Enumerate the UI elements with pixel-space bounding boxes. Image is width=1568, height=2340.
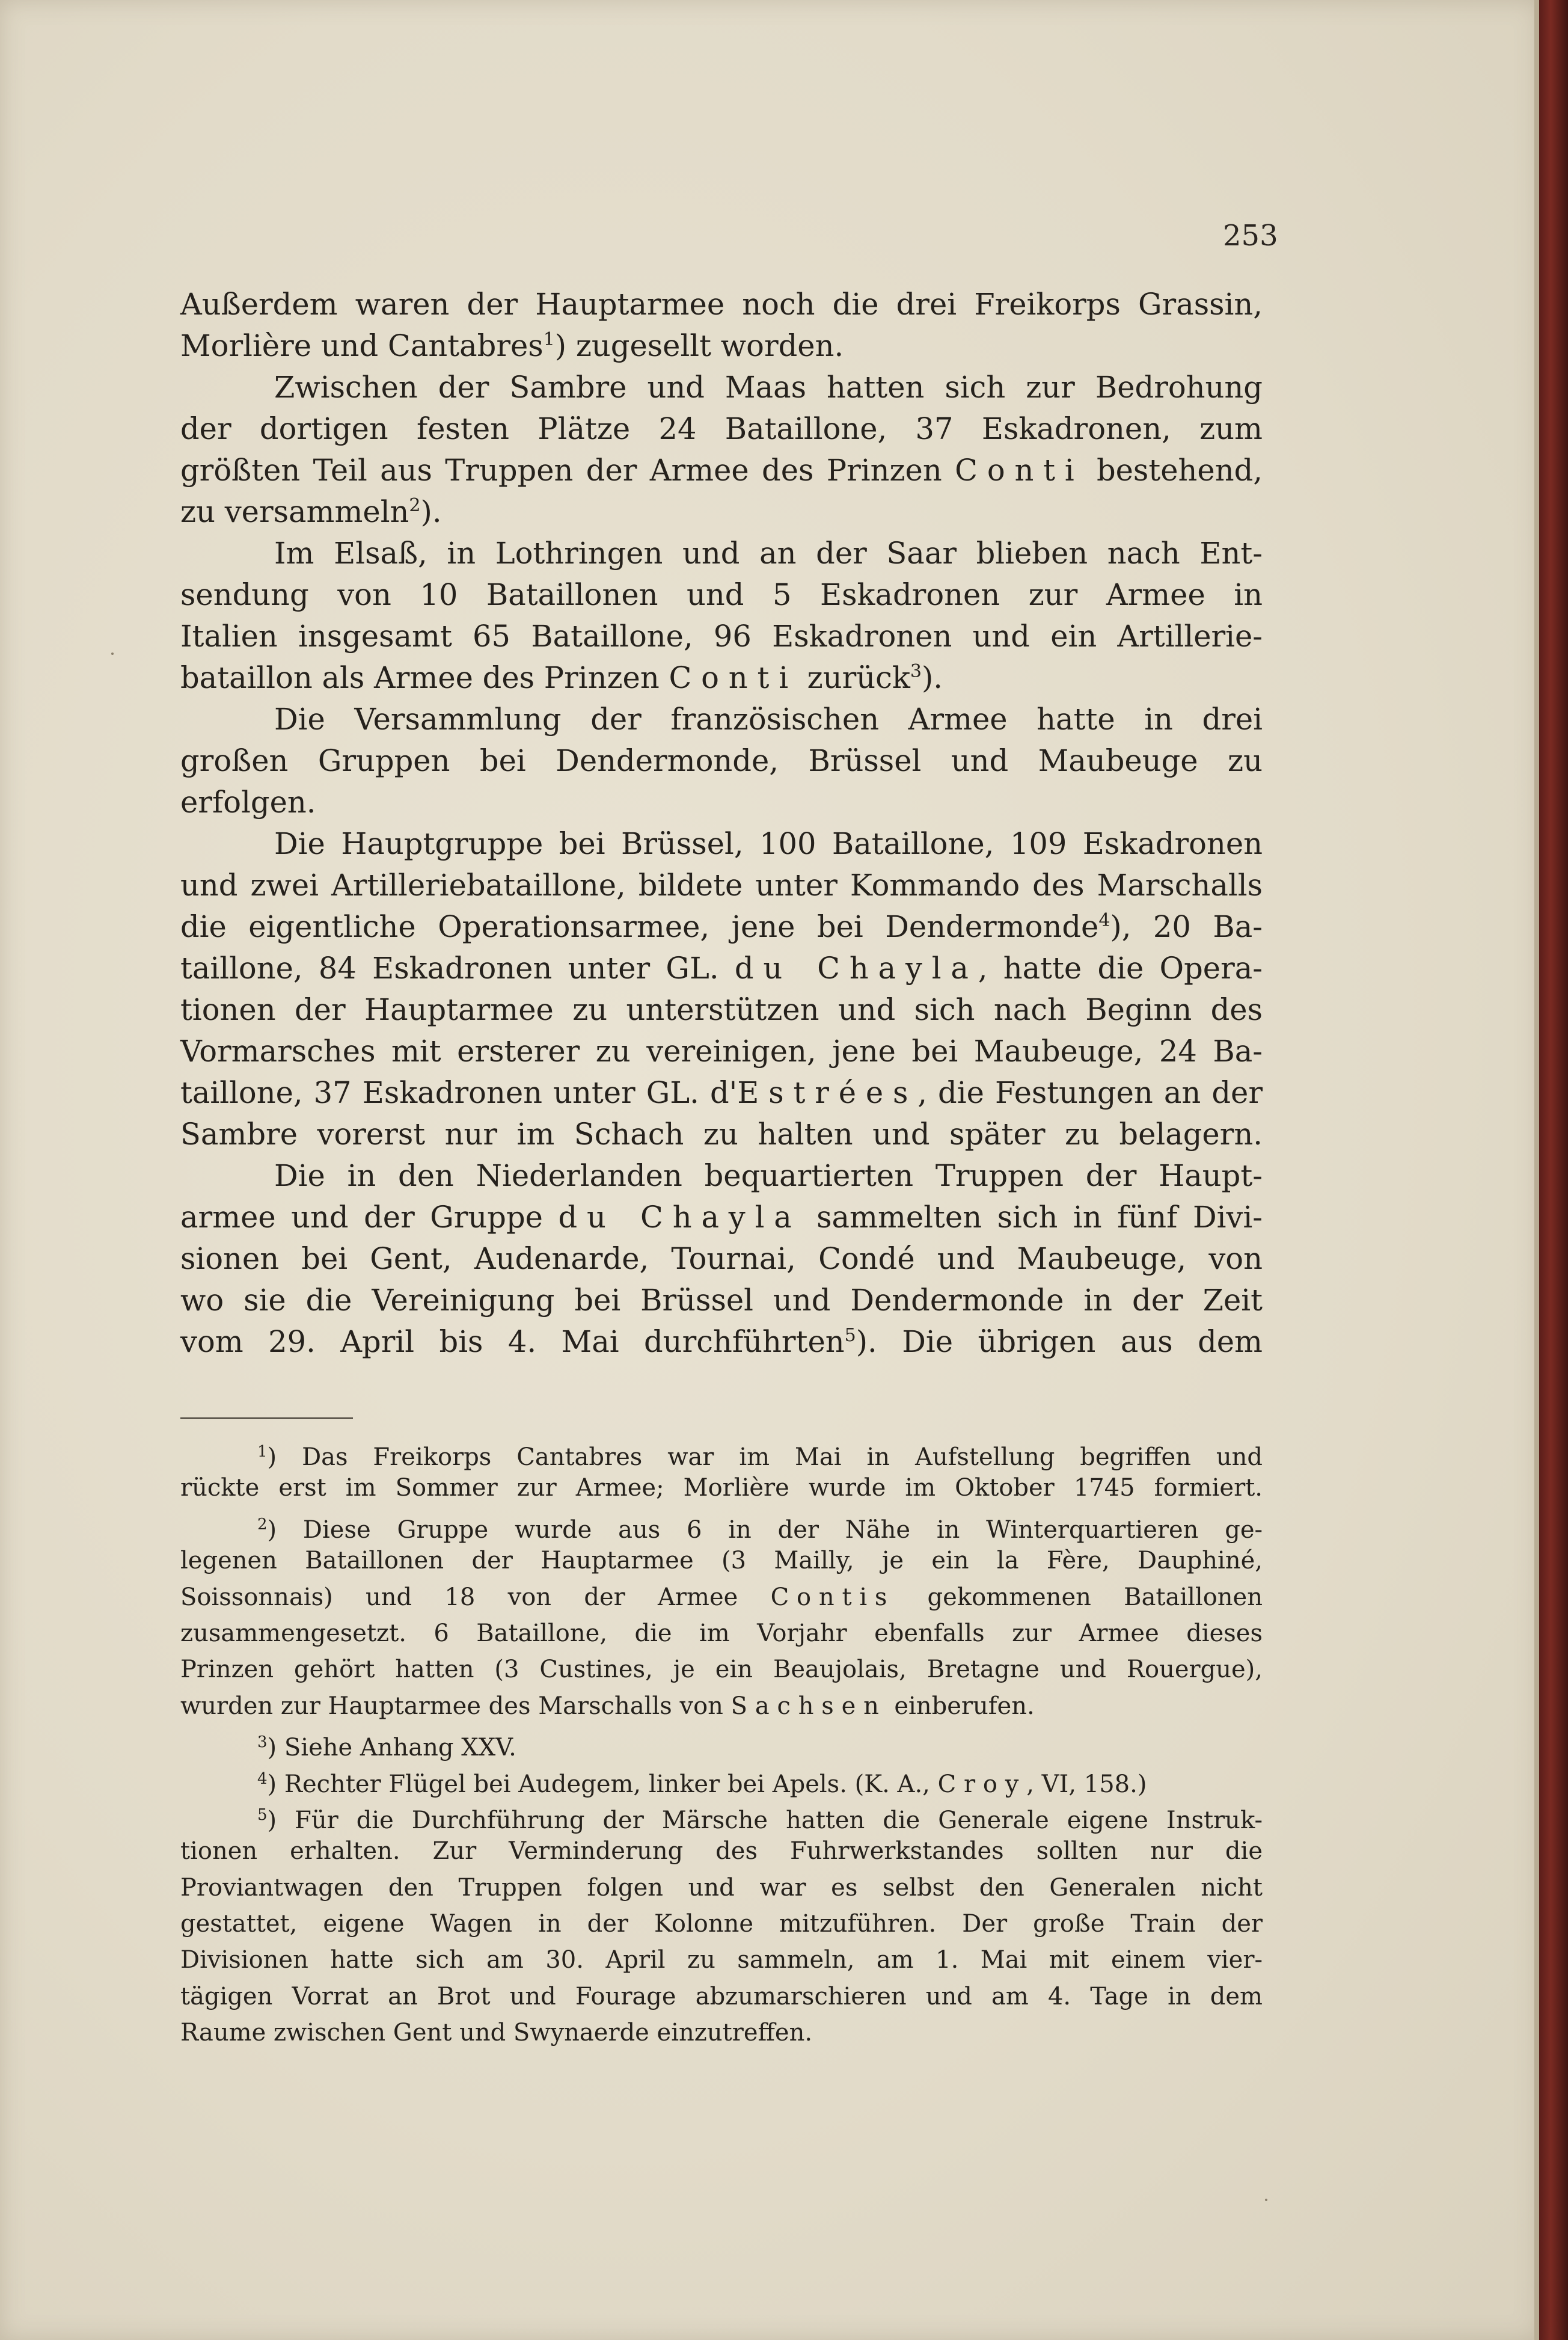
text-line: taillone, 37 Eskadronen unter GL. d'Estrées, die Festungen an der [180,1075,1263,1110]
text-line: Im Elsaß, in Lothringen und an der Saar blieben nach Ent- [274,536,1263,571]
text-line: großen Gruppen bei Dendermonde, Brüssel und Maubeuge zu [180,743,1263,778]
text-line: wo sie die Vereinigung bei Brüssel und Dendermonde in der Zeit [180,1283,1263,1318]
text-line: erfolgen. [180,785,316,820]
text-line: sendung von 10 Bataillonen und 5 Eskadronen zur Armee in [180,577,1263,612]
footnote-line: Soissonnais) und 18 von der Armee Contis gekommenen Bataillonen [180,1583,1263,1611]
footnote-line: legenen Bataillonen der Hauptarmee (3 Mailly, je ein la Fère, Dauphiné, [180,1547,1263,1575]
text-line: Italien insgesamt 65 Bataillone, 96 Eskadronen und ein Artillerie- [180,619,1263,654]
text-line: Die Hauptgruppe bei Brüssel, 100 Bataillone, 109 Eskadronen [274,826,1263,861]
text-line: Außerdem waren der Hauptarmee noch die drei Freikorps Grassin, [180,287,1263,322]
footnote-divider [180,1417,353,1419]
paper-speck [1265,2199,1267,2201]
footnote-line: rückte erst im Sommer zur Armee; Morlière wurde im Oktober 1745 formiert. [180,1474,1263,1502]
footnote-line: Proviantwagen den Truppen folgen und war es selbst den Generalen nicht [180,1873,1263,1902]
footnote-line: $^3$) Siehe Anhang XXV. [257,1733,516,1762]
footnote-line: tionen erhalten. Zur Verminderung des Fuhrwerkstandes sollten nur die [180,1837,1263,1866]
footnote-line: wurden zur Hauptarmee des Marschalls von Sachsen einberufen. [180,1692,1035,1720]
text-line: tionen der Hauptarmee zu unterstützen und sich nach Beginn des [180,992,1263,1027]
text-line: Die Versammlung der französischen Armee hatte in drei [274,702,1263,737]
text-line: und zwei Artilleriebataillone, bildete unter Kommando des Marschalls [180,868,1263,903]
paper-speck [111,653,114,655]
footnote-line: Prinzen gehört hatten (3 Custines, je ein Beaujolais, Bretagne und Rouergue), [180,1656,1263,1684]
footnote-line: gestattet, eigene Wagen in der Kolonne mitzuführen. Der große Train der [180,1910,1263,1938]
text-line: größten Teil aus Truppen der Armee des Prinzen Conti bestehend, [180,453,1263,488]
text-line: vom 29. April bis 4. Mai durchführten$^5$). Die übrigen aus dem [180,1324,1263,1359]
text-line: taillone, 84 Eskadronen unter GL. du Chayla, hatte die Opera- [180,951,1263,986]
text-line: zu versammeln$^2$). [180,494,442,529]
text-line: Die in den Niederlanden bequartierten Truppen der Haupt- [274,1158,1263,1193]
footnote-line: Divisionen hatte sich am 30. April zu sammeln, am 1. Mai mit einem vier- [180,1946,1263,1974]
footnote-line: zusammengesetzt. 6 Bataillone, die im Vorjahr ebenfalls zur Armee dieses [180,1619,1263,1647]
text-line: die eigentliche Operationsarmee, jene bei Dendermonde$^4$), 20 Ba- [180,909,1263,944]
page-edge [1534,0,1539,2340]
footnote-line: $^4$) Rechter Flügel bei Audegem, linker bei Apels. (K. A., Croy, VI, 158.) [257,1769,1147,1798]
text-line: Zwischen der Sambre und Maas hatten sich zur Bedrohung [274,370,1263,405]
text-line: armee und der Gruppe du Chayla sammelten sich in fünf Divi- [180,1200,1263,1235]
text-line: Vormarsches mit ersterer zu vereinigen, jene bei Maubeuge, 24 Ba- [180,1034,1263,1069]
body-text [180,284,1263,1363]
text-line: sionen bei Gent, Audenarde, Tournai, Condé und Maubeuge, von [180,1241,1263,1276]
footnote-line: tägigen Vorrat an Brot und Fourage abzumarschieren und am 4. Tage in dem [180,1982,1263,2010]
book-spine [1539,0,1568,2340]
text-line: Morlière und Cantabres$^1$) zugesellt worden. [180,328,844,363]
footnote-line: $^2$) Diese Gruppe wurde aus 6 in der Nähe in Winterquartieren ge- [257,1515,1263,1544]
text-line: bataillon als Armee des Prinzen Conti zurück$^3$). [180,660,943,695]
footnote-line: $^5$) Für die Durchführung der Märsche hatten die Generale eigene Instruk- [257,1805,1263,1834]
page-number: 253 [1223,219,1278,253]
footnote-line: $^1$) Das Freikorps Cantabres war im Mai in Aufstellung begriffen und [257,1443,1263,1471]
footnote-line: Raume zwischen Gent und Swynaerde einzutreffen. [180,2019,813,2047]
footnotes [180,1434,1263,2051]
text-line: Sambre vorerst nur im Schach zu halten und später zu belagern. [180,1117,1263,1152]
text-line: der dortigen festen Plätze 24 Bataillone, 37 Eskadronen, zum [180,411,1263,446]
